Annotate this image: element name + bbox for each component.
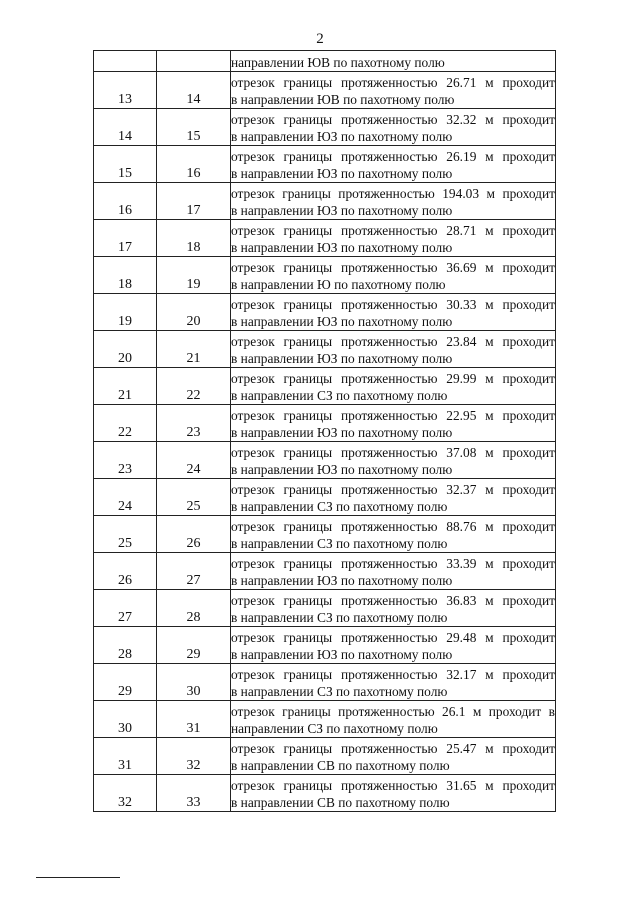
point-from-cell: 27 bbox=[94, 590, 157, 627]
point-to-cell: 14 bbox=[157, 72, 231, 109]
description-line: в направлении СЗ по пахотному полю bbox=[231, 388, 448, 403]
description-line: отрезок границы протяженностью 37.08 м проходит bbox=[231, 445, 555, 460]
boundary-table bbox=[93, 50, 556, 812]
description-line: в направлении СЗ по пахотному полю bbox=[231, 499, 448, 514]
description-cell bbox=[231, 331, 556, 368]
point-to-cell: 18 bbox=[157, 220, 231, 257]
table-row bbox=[94, 553, 556, 590]
table-row bbox=[94, 664, 556, 701]
table-row bbox=[94, 775, 556, 812]
point-from-cell: 22 bbox=[94, 405, 157, 442]
description-line: отрезок границы протяженностью 26.71 м проходит bbox=[231, 75, 555, 90]
description-line: отрезок границы протяженностью 31.65 м проходит bbox=[231, 778, 555, 793]
description-cell bbox=[231, 553, 556, 590]
description-line: отрезок границы протяженностью 28.71 м проходит bbox=[231, 223, 555, 238]
point-to-cell: 32 bbox=[157, 738, 231, 775]
table-row bbox=[94, 738, 556, 775]
description-cell bbox=[231, 627, 556, 664]
description-cell bbox=[231, 51, 556, 72]
description-line: в направлении СЗ по пахотному полю bbox=[231, 610, 448, 625]
description-cell bbox=[231, 109, 556, 146]
description-line: направлении СЗ по пахотному полю bbox=[231, 721, 438, 736]
description-line: отрезок границы протяженностью 26.1 м проходит в bbox=[231, 704, 555, 719]
point-from-cell: 24 bbox=[94, 479, 157, 516]
point-from-cell: 20 bbox=[94, 331, 157, 368]
table-row bbox=[94, 405, 556, 442]
table-row bbox=[94, 257, 556, 294]
point-from-cell: 30 bbox=[94, 701, 157, 738]
description-line: в направлении ЮЗ по пахотному полю bbox=[231, 314, 453, 329]
table-row bbox=[94, 72, 556, 109]
point-from-cell: 29 bbox=[94, 664, 157, 701]
point-from-cell: 26 bbox=[94, 553, 157, 590]
point-to-cell: 24 bbox=[157, 442, 231, 479]
table-row bbox=[94, 183, 556, 220]
description-cell bbox=[231, 220, 556, 257]
description-line: в направлении СЗ по пахотному полю bbox=[231, 536, 448, 551]
description-line: отрезок границы протяженностью 26.19 м проходит bbox=[231, 149, 555, 164]
description-line: отрезок границы протяженностью 33.39 м проходит bbox=[231, 556, 555, 571]
table-row bbox=[94, 146, 556, 183]
point-to-cell: 28 bbox=[157, 590, 231, 627]
point-to-cell: 33 bbox=[157, 775, 231, 812]
table-row bbox=[94, 220, 556, 257]
point-to-cell: 16 bbox=[157, 146, 231, 183]
description-line: отрезок границы протяженностью 30.33 м проходит bbox=[231, 297, 555, 312]
point-to-cell bbox=[157, 51, 231, 72]
table-row bbox=[94, 590, 556, 627]
description-line: отрезок границы протяженностью 32.32 м проходит bbox=[231, 112, 555, 127]
point-to-cell: 31 bbox=[157, 701, 231, 738]
point-from-cell: 17 bbox=[94, 220, 157, 257]
description-line: в направлении ЮЗ по пахотному полю bbox=[231, 240, 453, 255]
table-row bbox=[94, 627, 556, 664]
description-line: в направлении Ю по пахотному полю bbox=[231, 277, 446, 292]
description-line: отрезок границы протяженностью 29.48 м проходит bbox=[231, 630, 555, 645]
table-row bbox=[94, 109, 556, 146]
point-from-cell: 31 bbox=[94, 738, 157, 775]
description-line: в направлении СВ по пахотному полю bbox=[231, 758, 450, 773]
table-row bbox=[94, 516, 556, 553]
description-line: в направлении ЮЗ по пахотному полю bbox=[231, 573, 453, 588]
description-line: в направлении ЮЗ по пахотному полю bbox=[231, 129, 453, 144]
point-to-cell: 17 bbox=[157, 183, 231, 220]
table-body bbox=[94, 51, 556, 812]
point-from-cell: 21 bbox=[94, 368, 157, 405]
description-line: в направлении ЮЗ по пахотному полю bbox=[231, 351, 453, 366]
description-line: в направлении ЮЗ по пахотному полю bbox=[231, 462, 453, 477]
point-to-cell: 15 bbox=[157, 109, 231, 146]
description-cell bbox=[231, 368, 556, 405]
point-to-cell: 22 bbox=[157, 368, 231, 405]
description-cell bbox=[231, 442, 556, 479]
description-line: отрезок границы протяженностью 88.76 м проходит bbox=[231, 519, 555, 534]
description-line: отрезок границы протяженностью 23.84 м проходит bbox=[231, 334, 555, 349]
description-cell bbox=[231, 701, 556, 738]
description-line: в направлении ЮВ по пахотному полю bbox=[231, 92, 455, 107]
table-row-continuation bbox=[94, 51, 556, 72]
description-cell bbox=[231, 405, 556, 442]
description-line: направлении ЮВ по пахотному полю bbox=[231, 55, 445, 70]
description-cell bbox=[231, 738, 556, 775]
table-row bbox=[94, 294, 556, 331]
description-cell bbox=[231, 516, 556, 553]
point-from-cell: 18 bbox=[94, 257, 157, 294]
description-cell bbox=[231, 479, 556, 516]
description-line: в направлении ЮЗ по пахотному полю bbox=[231, 166, 453, 181]
table-row bbox=[94, 701, 556, 738]
point-from-cell: 28 bbox=[94, 627, 157, 664]
point-to-cell: 23 bbox=[157, 405, 231, 442]
description-cell bbox=[231, 146, 556, 183]
point-to-cell: 21 bbox=[157, 331, 231, 368]
point-to-cell: 27 bbox=[157, 553, 231, 590]
description-line: в направлении СВ по пахотному полю bbox=[231, 795, 450, 810]
description-line: отрезок границы протяженностью 22.95 м проходит bbox=[231, 408, 555, 423]
description-line: отрезок границы протяженностью 36.83 м проходит bbox=[231, 593, 555, 608]
description-cell bbox=[231, 590, 556, 627]
description-line: в направлении ЮЗ по пахотному полю bbox=[231, 425, 453, 440]
description-line: отрезок границы протяженностью 194.03 м проходит bbox=[231, 186, 555, 201]
point-from-cell bbox=[94, 51, 157, 72]
point-from-cell: 23 bbox=[94, 442, 157, 479]
description-cell bbox=[231, 664, 556, 701]
point-from-cell: 16 bbox=[94, 183, 157, 220]
description-cell bbox=[231, 72, 556, 109]
point-from-cell: 15 bbox=[94, 146, 157, 183]
description-line: отрезок границы протяженностью 25.47 м проходит bbox=[231, 741, 555, 756]
description-cell bbox=[231, 294, 556, 331]
point-from-cell: 14 bbox=[94, 109, 157, 146]
point-to-cell: 30 bbox=[157, 664, 231, 701]
table-row bbox=[94, 442, 556, 479]
point-to-cell: 26 bbox=[157, 516, 231, 553]
point-from-cell: 25 bbox=[94, 516, 157, 553]
table-row bbox=[94, 479, 556, 516]
point-from-cell: 32 bbox=[94, 775, 157, 812]
description-line: в направлении СЗ по пахотному полю bbox=[231, 684, 448, 699]
point-from-cell: 13 bbox=[94, 72, 157, 109]
footnote-divider bbox=[36, 877, 120, 878]
point-to-cell: 29 bbox=[157, 627, 231, 664]
point-from-cell: 19 bbox=[94, 294, 157, 331]
page-number: 2 bbox=[316, 31, 324, 47]
description-line: в направлении ЮЗ по пахотному полю bbox=[231, 203, 453, 218]
description-line: отрезок границы протяженностью 29.99 м проходит bbox=[231, 371, 555, 386]
description-line: отрезок границы протяженностью 32.37 м проходит bbox=[231, 482, 555, 497]
description-cell bbox=[231, 257, 556, 294]
point-to-cell: 19 bbox=[157, 257, 231, 294]
description-line: отрезок границы протяженностью 36.69 м проходит bbox=[231, 260, 555, 275]
description-line: отрезок границы протяженностью 32.17 м проходит bbox=[231, 667, 555, 682]
table-row bbox=[94, 331, 556, 368]
table-row bbox=[94, 368, 556, 405]
description-cell bbox=[231, 775, 556, 812]
description-cell bbox=[231, 183, 556, 220]
description-line: в направлении ЮЗ по пахотному полю bbox=[231, 647, 453, 662]
point-to-cell: 20 bbox=[157, 294, 231, 331]
point-to-cell: 25 bbox=[157, 479, 231, 516]
